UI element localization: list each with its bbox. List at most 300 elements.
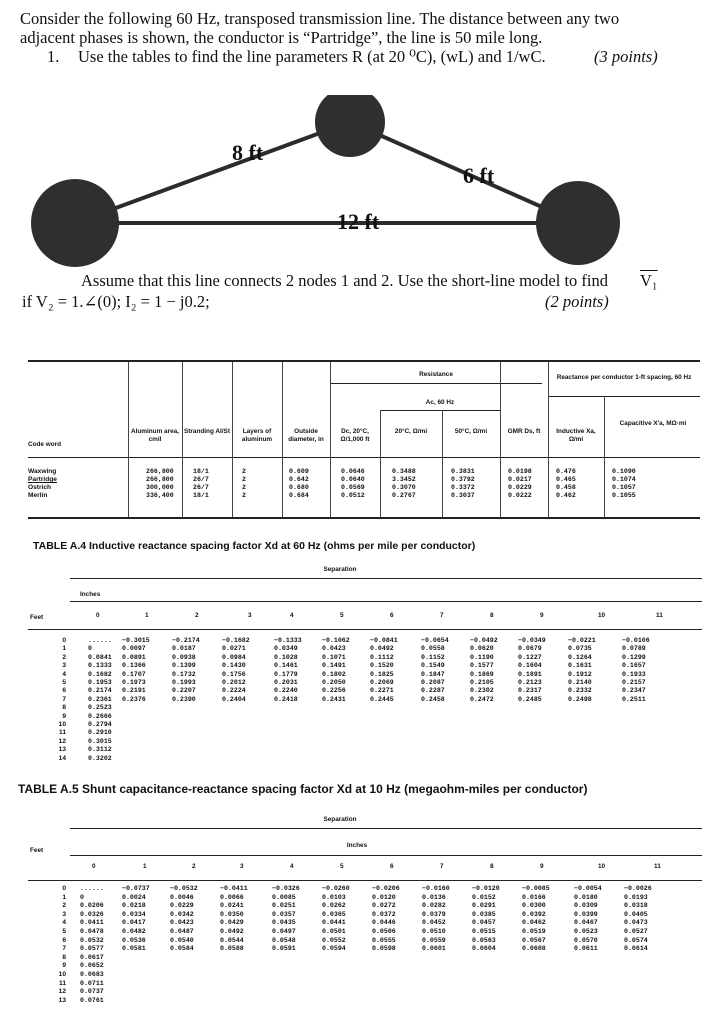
conductor-cell: 2: [242, 492, 246, 499]
spacing-factor-cell: −0.0654: [421, 637, 449, 644]
spacing-factor-cell: −0.0411: [220, 885, 248, 892]
spacing-factor-cell: 0.0620: [470, 645, 494, 653]
feet-row-label: 2: [62, 653, 66, 661]
spacing-factor-cell: 0.2418: [274, 695, 298, 703]
spacing-factor-cell: 0.0291: [472, 902, 496, 910]
conductor-cell: 0.3488: [392, 468, 416, 475]
inch-header-8: 8: [490, 863, 494, 870]
spacing-factor-cell: 0.0558: [421, 645, 445, 653]
spacing-factor-cell: −0.0120: [472, 885, 500, 892]
conductor-cell: 0.680: [289, 484, 309, 491]
spacing-factor-cell: 0.1227: [518, 653, 542, 661]
spacing-factor-cell: 0.1912: [568, 670, 592, 678]
conductor-cell: 0.1055: [612, 492, 636, 499]
inch-header-11: 11: [654, 863, 661, 870]
assume-points: (2 points): [545, 292, 609, 311]
spacing-factor-cell: 0.2511: [622, 695, 646, 703]
spacing-factor-cell: 0.0506: [372, 928, 396, 935]
spacing-factor-cell: 0.1112: [370, 653, 394, 661]
spacing-factor-cell: 0.2404: [222, 695, 246, 703]
spacing-factor-cell: 0.2287: [421, 687, 445, 695]
spacing-factor-cell: 0.1520: [370, 662, 394, 670]
spacing-factor-cell: 0.0193: [624, 893, 648, 901]
spacing-factor-cell: 0.2332: [568, 687, 592, 695]
spacing-factor-cell: −0.0221: [568, 637, 596, 644]
assume-v1: V₁: [640, 271, 658, 290]
feet-row-label: 6: [62, 687, 66, 695]
spacing-factor-cell: 0.0342: [170, 910, 194, 918]
spacing-factor-cell: 0.0262: [322, 902, 346, 910]
spacing-factor-cell: 0.3202: [88, 754, 112, 762]
spacing-factor-cell: 0.0984: [222, 653, 246, 661]
spacing-factor-cell: 0.0601: [422, 945, 446, 953]
feet-row-label: 13: [58, 746, 66, 754]
feet-row-label: 7: [62, 945, 66, 953]
spacing-factor-cell: 0.2485: [518, 695, 542, 703]
inch-header-8: 8: [490, 612, 494, 619]
spacing-factor-cell: ......: [80, 885, 104, 892]
spacing-factor-cell: 0.0608: [522, 945, 546, 953]
spacing-factor-cell: −0.0026: [624, 885, 652, 892]
feet-row-label: 5: [62, 679, 66, 686]
conductor-row-merlin-name: Merlin: [28, 492, 48, 499]
table-a4-inches: Inches: [80, 591, 101, 598]
spacing-factor-cell: 0.1028: [274, 653, 298, 661]
spacing-factor-cell: ......: [88, 637, 112, 644]
conductor-cell: 0.684: [289, 492, 309, 499]
feet-row-label: 4: [62, 670, 66, 678]
spacing-factor-cell: −0.0085: [522, 885, 550, 892]
spacing-factor-cell: 0.0737: [80, 988, 104, 996]
spacing-factor-cell: 0.1682: [88, 670, 112, 678]
spacing-factor-cell: 0.0473: [624, 919, 648, 927]
table-a5-feet: Feet: [30, 847, 44, 854]
spacing-factor-cell: 0.0446: [372, 919, 396, 927]
col-header-layers: Layers of aluminum: [241, 428, 273, 443]
inch-header-1: 1: [145, 612, 149, 619]
spacing-factor-cell: 0.0598: [372, 945, 396, 953]
conductor-cell: 0.0646: [341, 468, 365, 475]
spacing-factor-cell: 0.0350: [220, 910, 244, 918]
reactance-rule: [548, 396, 700, 397]
spacing-factor-cell: 0.0066: [220, 893, 244, 901]
spacing-factor-cell: −0.0532: [170, 885, 198, 892]
spacing-factor-cell: 0.0652: [80, 962, 104, 970]
question-intro-line1: Consider the following 60 Hz, transposed transmission line. The distance between any two: [20, 9, 620, 28]
table-a4-separation: Separation: [323, 566, 357, 573]
conductor-row-partridge-name: Partridge: [28, 476, 57, 483]
spacing-factor-cell: 0.2347: [622, 687, 646, 695]
spacing-factor-cell: −0.0841: [370, 637, 398, 644]
spacing-factor-cell: 0.0206: [80, 902, 104, 910]
table-a5-inches: Inches: [346, 842, 368, 849]
spacing-factor-cell: 0.0614: [624, 945, 648, 953]
table-a4-caption: TABLE A.4 Inductive reactance spacing factor Xd at 60 Hz (ohms per mile per conductor): [33, 540, 476, 552]
col-header-dc-20c: Dc, 20°C, Ω/1,000 ft: [340, 428, 370, 443]
spacing-factor-cell: −0.3015: [122, 637, 150, 644]
spacing-factor-cell: 0.1891: [518, 670, 542, 678]
conductor-cell: 0.609: [289, 468, 309, 475]
spacing-factor-cell: 0.1333: [88, 662, 112, 670]
conductor-cell: 0.3372: [451, 484, 475, 491]
spacing-factor-cell: 0.1190: [470, 653, 494, 661]
spacing-factor-cell: −0.0206: [372, 885, 400, 892]
spacing-factor-cell: 0.2240: [274, 687, 298, 695]
feet-row-label: 12: [58, 988, 66, 996]
conductor-left: [31, 179, 119, 267]
feet-row-label: 9: [62, 712, 66, 720]
question-item-number: 1.: [47, 47, 60, 66]
conductor-cell: 0.3037: [451, 492, 475, 499]
spacing-factor-cell: 0.0683: [80, 971, 104, 978]
conductor-cell: 2: [242, 468, 246, 475]
spacing-factor-cell: 0.0891: [122, 653, 146, 661]
conductor-cell: 266,800: [146, 476, 174, 483]
spacing-factor-cell: 0.0318: [624, 902, 648, 910]
spacing-factor-cell: 0.2012: [222, 679, 246, 686]
feet-row-label: 8: [62, 704, 66, 712]
feet-row-label: 13: [58, 996, 66, 1004]
conductor-cell: 26/7: [193, 484, 209, 491]
spacing-factor-cell: 0.0711: [80, 979, 104, 987]
conductor-cell: 266,800: [146, 468, 174, 475]
spacing-factor-cell: 0.0544: [220, 936, 244, 944]
inch-header-7: 7: [440, 863, 444, 870]
feet-row-label: 0: [62, 885, 66, 892]
inch-header-3: 3: [248, 612, 252, 619]
spacing-factor-cell: 0.0103: [322, 893, 346, 901]
feet-row-label: 4: [62, 919, 66, 927]
conductor-cell: 0.2767: [392, 492, 416, 499]
spacing-factor-cell: 0.1299: [622, 653, 646, 661]
spacing-factor-cell: 0.0574: [624, 936, 648, 944]
spacing-factor-cell: 0.0588: [220, 945, 244, 953]
spacing-factor-cell: 0.0152: [472, 893, 496, 901]
spacing-factor-cell: 0.0441: [322, 919, 346, 927]
spacing-factor-cell: 0.0611: [574, 945, 598, 953]
feet-row-label: 11: [59, 979, 66, 987]
conductor-table-bottom-rule: [28, 517, 700, 519]
spacing-factor-cell: 0.0423: [322, 645, 346, 653]
spacing-factor-cell: 0.0515: [472, 928, 496, 935]
feet-row-label: 5: [62, 928, 66, 935]
spacing-factor-cell: 0.0532: [80, 936, 104, 944]
spacing-factor-cell: 0.0617: [80, 953, 104, 961]
spacing-factor-cell: 0.2123: [518, 679, 542, 686]
spacing-factor-cell: 0.0024: [122, 893, 146, 901]
spacing-factor-cell: 0.0487: [170, 928, 194, 935]
spacing-factor-cell: 0.1802: [322, 670, 346, 678]
spacing-factor-cell: 0.3112: [88, 746, 112, 754]
col-header-aluminum-area: Aluminum area, cmil: [131, 428, 179, 443]
feet-row-label: 1: [62, 645, 66, 653]
diagram-label-12ft: 12 ft: [337, 209, 380, 234]
inch-header-2: 2: [192, 863, 196, 870]
feet-row-label: 3: [62, 662, 66, 670]
spacing-factor-cell: 0.2087: [421, 679, 445, 686]
conductor-cell: 0.462: [556, 492, 576, 499]
spacing-factor-cell: 0.0563: [472, 936, 496, 944]
spacing-factor-cell: 0.0372: [372, 910, 396, 918]
spacing-factor-cell: 0.0457: [472, 919, 496, 927]
inch-header-10: 10: [598, 863, 606, 870]
conductor-cell: 0.642: [289, 476, 309, 483]
spacing-factor-cell: 0.0282: [422, 902, 446, 910]
col-header-ac-20c: 20°C, Ω/mi: [394, 428, 428, 435]
spacing-factor-cell: 0.1973: [122, 679, 146, 686]
spacing-factor-cell: 0.2302: [470, 687, 494, 695]
spacing-factor-cell: 0.0417: [122, 919, 146, 927]
spacing-factor-cell: 0.2256: [322, 687, 346, 695]
conductor-cell: 0.465: [556, 476, 576, 483]
col-header-capacitive: Capacitive X'a, MΩ·mi: [619, 420, 687, 427]
spacing-factor-cell: 0.0536: [122, 936, 146, 944]
spacing-factor-cell: 0.0423: [170, 919, 194, 927]
spacing-factor-cell: 0.0510: [422, 928, 446, 935]
spacing-factor-cell: 0.0180: [574, 893, 598, 901]
col-header-ac-50c: 50°C, Ω/mi: [454, 428, 488, 435]
inch-header-6: 6: [390, 863, 394, 870]
spacing-factor-cell: 0: [88, 645, 92, 653]
spacing-factor-cell: 0.0527: [624, 928, 648, 935]
spacing-factor-cell: 0.0492: [370, 645, 394, 653]
conductor-cell: 0.3831: [451, 468, 475, 475]
spacing-factor-cell: 0.0429: [220, 919, 244, 927]
spacing-factor-cell: 0.0046: [170, 893, 194, 901]
spacing-factor-cell: 0.0679: [518, 645, 542, 653]
resistance-rule: [330, 383, 542, 384]
conductor-cell: 2: [242, 484, 246, 491]
spacing-factor-cell: 0.0166: [522, 893, 546, 901]
col-header-gmr: GMR Ds, ft: [507, 428, 541, 435]
spacing-factor-cell: 0.0519: [522, 928, 546, 935]
spacing-factor-cell: 0.1707: [122, 670, 146, 678]
spacing-factor-cell: 0.1430: [222, 662, 246, 670]
conductor-top: [315, 95, 385, 157]
spacing-factor-cell: 0.0272: [372, 902, 396, 910]
spacing-factor-cell: −0.2174: [172, 637, 200, 644]
inch-header-7: 7: [440, 612, 444, 619]
spacing-factor-cell: 0.1779: [274, 670, 298, 678]
spacing-factor-cell: 0.1825: [370, 670, 394, 678]
conductor-cell: 0.0569: [341, 484, 365, 491]
spacing-factor-cell: 0.0392: [522, 910, 546, 918]
spacing-factor-cell: 0.0326: [80, 910, 104, 918]
col-header-stranding: Stranding Al/St: [184, 428, 230, 435]
conductor-cell: 0.476: [556, 468, 576, 475]
inch-header-0: 0: [96, 612, 100, 619]
conductor-cell: 3.3452: [392, 476, 416, 483]
conductor-cell: 0.0198: [508, 468, 532, 475]
inch-header-10: 10: [598, 612, 606, 619]
spacing-factor-cell: 0.0462: [522, 919, 546, 927]
spacing-factor-cell: 0.0467: [574, 919, 598, 927]
spacing-factor-cell: 0.2458: [421, 695, 445, 703]
inch-header-0: 0: [92, 863, 96, 870]
spacing-factor-cell: 0.0385: [472, 910, 496, 918]
inch-header-11: 11: [656, 612, 663, 619]
conductor-cell: 0.0217: [508, 476, 532, 483]
feet-row-label: 11: [59, 729, 66, 737]
spacing-factor-cell: 0.0218: [122, 902, 146, 910]
conductor-cell: 18/1: [193, 492, 209, 499]
spacing-factor-cell: 0.2376: [122, 695, 146, 703]
question-item-text: Use the tables to find the line parameters R (at 20 ⁰C), (wL) and 1/wC.: [78, 47, 546, 66]
spacing-factor-cell: 0.0497: [272, 928, 296, 935]
spacing-factor-cell: 0.0349: [274, 645, 298, 653]
feet-row-label: 9: [62, 962, 66, 970]
spacing-factor-cell: 0.0405: [624, 910, 648, 918]
inch-header-4: 4: [290, 612, 294, 619]
spacing-factor-cell: 0.0085: [272, 893, 296, 901]
inch-header-4: 4: [290, 863, 294, 870]
spacing-factor-cell: 0.2224: [222, 687, 246, 695]
spacing-factor-cell: −0.0106: [622, 637, 650, 644]
conductor-cell: 0.3070: [392, 484, 416, 491]
header-ac-60hz: Ac, 60 Hz: [425, 399, 455, 406]
spacing-factor-cell: 0.0097: [122, 645, 146, 653]
conductor-cell: 0.0640: [341, 476, 365, 483]
spacing-factor-cell: 0.0577: [80, 945, 104, 953]
spacing-factor-cell: −0.1333: [274, 637, 302, 644]
spacing-factor-cell: 0.0136: [422, 893, 446, 901]
inch-header-1: 1: [143, 863, 147, 870]
spacing-factor-cell: 0.0501: [322, 928, 346, 935]
diagram-label-8ft: 8 ft: [232, 140, 264, 165]
spacing-factor-cell: 0.2498: [568, 695, 592, 703]
header-reactance: Reactance per conductor 1-ft spacing, 60 Hz: [556, 374, 692, 381]
spacing-factor-cell: 0.0271: [222, 645, 246, 653]
spacing-factor-cell: 0.0523: [574, 928, 598, 935]
spacing-factor-cell: 0.2069: [370, 679, 394, 686]
col-header-code-word: Code word: [28, 441, 62, 448]
spacing-factor-cell: 0.1657: [622, 662, 646, 670]
conductor-right: [536, 181, 620, 265]
spacing-factor-cell: 0: [80, 893, 84, 901]
spacing-factor-cell: 0.0761: [80, 996, 104, 1004]
conductor-row-ostrich-name: Ostrich: [28, 484, 52, 491]
spacing-factor-cell: 0.0309: [574, 902, 598, 910]
spacing-factor-cell: 0.2445: [370, 695, 394, 703]
spacing-factor-cell: 0.0591: [272, 945, 296, 953]
spacing-factor-cell: 0.0584: [170, 945, 194, 953]
spacing-factor-cell: 0.2666: [88, 712, 112, 720]
spacing-factor-cell: 0.0841: [88, 653, 112, 661]
spacing-factor-cell: 0.2910: [88, 729, 112, 737]
spacing-factor-cell: 0.2317: [518, 687, 542, 695]
spacing-factor-cell: 0.0594: [322, 945, 346, 953]
conductor-cell: 0.0222: [508, 492, 532, 499]
spacing-factor-cell: 0.0482: [122, 928, 146, 935]
spacing-factor-cell: 0.0187: [172, 645, 196, 653]
conductor-cell: 0.1090: [612, 468, 636, 475]
inch-header-6: 6: [390, 612, 394, 619]
question-intro-line2: adjacent phases is shown, the conductor is “Partridge”, the line is 50 mile long.: [20, 28, 543, 47]
spacing-factor-cell: 0.0559: [422, 936, 446, 944]
spacing-factor-cell: 0.2431: [322, 695, 346, 703]
conductor-cell: 336,400: [146, 492, 174, 499]
spacing-factor-cell: 0.2361: [88, 695, 112, 703]
col-header-outside-diameter: Outside diameter, in: [288, 428, 324, 443]
assume-line1: Assume that this line connects 2 nodes 1 and 2. Use the short-line model to find: [81, 271, 608, 290]
spacing-factor-cell: −0.0349: [518, 637, 546, 644]
feet-row-label: 12: [58, 737, 66, 745]
feet-row-label: 3: [62, 910, 66, 918]
spacing-factor-cell: 0.0478: [80, 928, 104, 935]
spacing-factor-cell: −0.0492: [470, 637, 498, 644]
spacing-factor-cell: 0.0411: [80, 919, 104, 927]
spacing-factor-cell: 0.0735: [568, 645, 592, 653]
inch-header-9: 9: [540, 863, 544, 870]
feet-row-label: 10: [58, 971, 66, 978]
spacing-factor-cell: 0.1847: [421, 670, 445, 678]
spacing-factor-cell: 0.1953: [88, 679, 112, 686]
spacing-factor-cell: 0.1993: [172, 679, 196, 686]
question-item-points: (3 points): [594, 47, 658, 66]
spacing-factor-cell: 0.0452: [422, 919, 446, 927]
spacing-factor-cell: 0.1869: [470, 670, 494, 678]
spacing-factor-cell: 0.1577: [470, 662, 494, 670]
spacing-factor-cell: 0.2271: [370, 687, 394, 695]
spacing-factor-cell: 0.0540: [170, 936, 194, 944]
spacing-factor-cell: 0.1264: [568, 653, 592, 661]
header-resistance: Resistance: [419, 371, 453, 378]
table-a5-separation: Separation: [323, 816, 357, 823]
spacing-factor-cell: 0.0552: [322, 936, 346, 944]
spacing-factor-cell: −0.1682: [222, 637, 250, 644]
spacing-factor-cell: −0.0737: [122, 885, 150, 892]
conductor-cell: 26/7: [193, 476, 209, 483]
spacing-factor-cell: 0.0789: [622, 645, 646, 653]
table-a4-feet: Feet: [30, 614, 44, 621]
spacing-factor-cell: 0.0570: [574, 936, 598, 944]
spacing-factor-cell: 0.2031: [274, 679, 298, 686]
spacing-factor-cell: 0.2390: [172, 695, 196, 703]
spacing-factor-cell: 0.0604: [472, 945, 496, 953]
spacing-factor-cell: 0.0492: [220, 928, 244, 935]
conductor-cell: 0.1057: [612, 484, 636, 491]
spacing-factor-cell: 0.2191: [122, 687, 146, 695]
spacing-factor-cell: −0.0260: [322, 885, 350, 892]
spacing-factor-cell: 0.2105: [470, 679, 494, 686]
assume-line2: if V₂ = 1.∠(0); I₂ = 1 − j0.2;: [22, 292, 210, 311]
col-header-inductive: Inductive Xa, Ω/mi: [556, 428, 596, 443]
spacing-factor-cell: 0.2523: [88, 704, 112, 712]
feet-row-label: 2: [62, 902, 66, 910]
spacing-factor-cell: 0.2472: [470, 695, 494, 703]
spacing-factor-cell: 0.1631: [568, 662, 592, 670]
ac-rule: [380, 410, 500, 411]
spacing-factor-cell: 0.2050: [322, 679, 346, 686]
spacing-factor-cell: 0.1549: [421, 662, 445, 670]
conductor-cell: 300,000: [146, 484, 174, 491]
spacing-factor-cell: 0.0357: [272, 910, 296, 918]
spacing-factor-cell: 0.0581: [122, 945, 146, 953]
spacing-factor-cell: 0.0555: [372, 936, 396, 944]
spacing-factor-cell: 0.1604: [518, 662, 542, 670]
spacing-factor-cell: 0.2174: [88, 687, 112, 695]
table-a5-caption: TABLE A.5 Shunt capacitance-reactance spacing factor Xd at 10 Hz (megaohm-miles per conductor): [18, 782, 588, 796]
inch-header-3: 3: [240, 863, 244, 870]
spacing-factor-cell: 0.1732: [172, 670, 196, 678]
conductor-cell: 18/1: [193, 468, 209, 475]
conductor-cell: 0.0229: [508, 484, 532, 491]
spacing-factor-cell: 0.1399: [172, 662, 196, 670]
spacing-factor-cell: 0.1152: [421, 653, 445, 661]
conductor-cell: 0.0512: [341, 492, 365, 499]
spacing-factor-cell: 0.2207: [172, 687, 196, 695]
spacing-factor-cell: 0.0241: [220, 902, 244, 910]
